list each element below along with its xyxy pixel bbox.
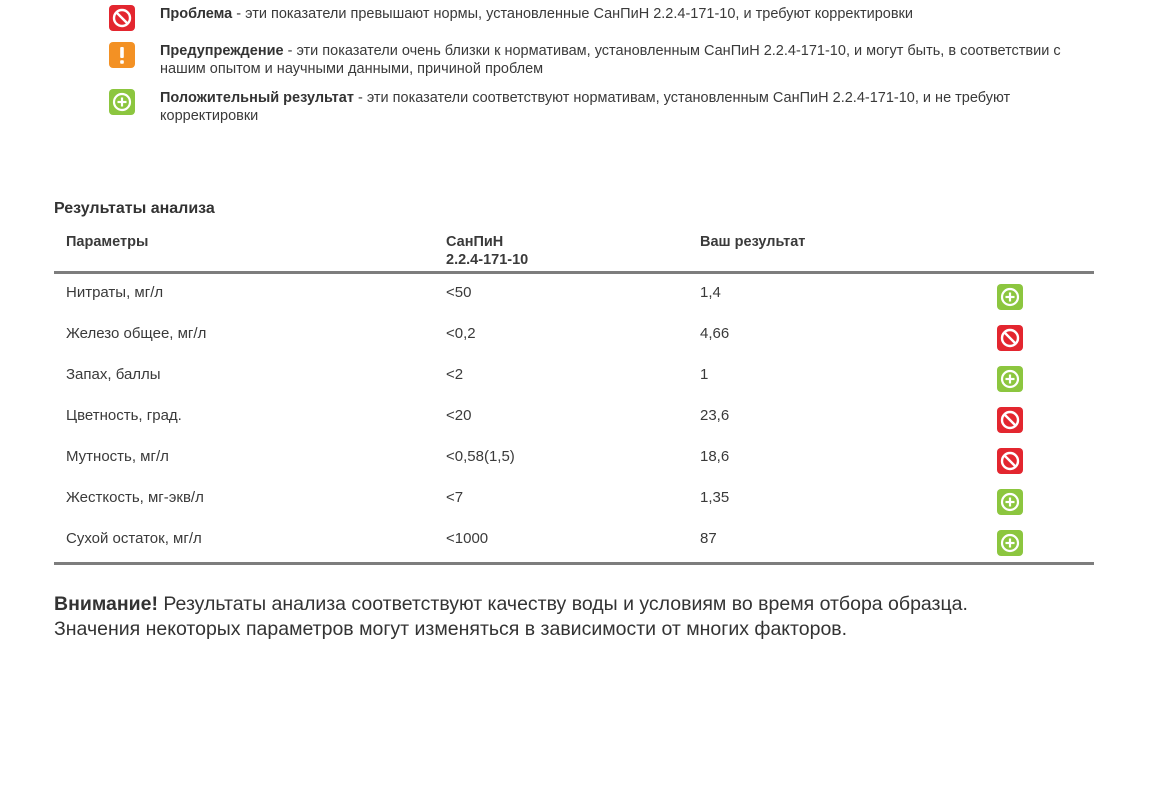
table-row: [54, 398, 1094, 439]
prohibit-icon: [997, 325, 1094, 351]
table-row: [54, 439, 1094, 480]
cell-parameter: Жесткость, мг-экв/л: [66, 489, 204, 506]
cell-result: 18,6: [700, 448, 730, 465]
cell-parameter: Цветность, град.: [66, 407, 182, 424]
cell-status: [997, 316, 1094, 351]
note-text: Результаты анализа соответствуют качеству воды и условиям во время отбора образца.: [157, 593, 968, 615]
cell-parameter: Нитраты, мг/л: [66, 284, 164, 301]
cell-norm: <7: [446, 489, 464, 506]
cell-norm: <0,2: [446, 325, 476, 342]
table-row: [54, 316, 1094, 357]
header-norm: [446, 233, 700, 271]
cell-result: 1,35: [700, 489, 730, 506]
cell-norm: <1000: [446, 530, 489, 547]
header-parameters: Параметры: [66, 234, 149, 250]
legend-item-warning: [109, 42, 1069, 78]
legend-item-positive: [109, 89, 1069, 125]
plus-circle-icon: [997, 284, 1094, 310]
cell-result: 4,66: [700, 325, 730, 342]
cell-status: [997, 521, 1094, 556]
cell-norm: <50: [446, 284, 472, 301]
note-bold: Внимание!: [54, 593, 158, 615]
cell-parameter: Запах, баллы: [66, 366, 161, 383]
legend-text: Положительный результат - эти показатели соответствуют нормативам, установленным СанПиН 2.2.4-171-10, и не требуют корректировки: [160, 90, 1011, 124]
exclamation-icon: [109, 42, 135, 68]
header-status: [997, 233, 1094, 271]
table-row: [54, 275, 1094, 316]
prohibit-icon: [997, 448, 1094, 474]
legend-text: Проблема - эти показатели превышают нормы, установленные СанПиН 2.2.4-171-10, и требуют корректировки: [160, 6, 913, 22]
note-line1: [54, 592, 1104, 617]
cell-norm: <2: [446, 366, 464, 383]
prohibit-icon: [109, 5, 135, 31]
table-row: [54, 521, 1094, 562]
plus-circle-icon: [997, 530, 1094, 556]
cell-status: [997, 480, 1094, 515]
table-row: [54, 357, 1094, 398]
cell-result: 1: [700, 366, 709, 383]
plus-circle-icon: [997, 366, 1094, 392]
table-row: [54, 480, 1094, 521]
cell-status: [997, 275, 1094, 310]
cell-parameter: Сухой остаток, мг/л: [66, 530, 202, 547]
cell-status: [997, 439, 1094, 474]
note-line2: Значения некоторых параметров могут изменяться в зависимости от многих факторов.: [54, 618, 848, 640]
cell-result: 1,4: [700, 284, 721, 301]
cell-status: [997, 357, 1094, 392]
header-result: Ваш результат: [700, 234, 806, 250]
results-title: Результаты анализа: [54, 200, 215, 217]
cell-norm: <0,58(1,5): [446, 448, 515, 465]
table-header: [54, 233, 1094, 274]
cell-result: 87: [700, 530, 717, 547]
prohibit-icon: [997, 407, 1094, 433]
header-norm-line1: СанПиН: [446, 234, 504, 250]
plus-circle-icon: [109, 89, 135, 115]
status-legend: [109, 5, 1069, 136]
results-table: [54, 233, 1094, 565]
cell-result: 23,6: [700, 407, 730, 424]
cell-parameter: Мутность, мг/л: [66, 448, 169, 465]
cell-status: [997, 398, 1094, 433]
cell-norm: <20: [446, 407, 472, 424]
header-norm-line2: 2.2.4-171-10: [446, 252, 529, 268]
legend-item-problem: [109, 5, 1069, 31]
legend-text: Предупреждение - эти показатели очень близки к нормативам, установленным СанПиН 2.2.4-171-10, и могут быть, в соответствии с нашим опытом и научными данными, причиной проблем: [160, 43, 1061, 77]
plus-circle-icon: [997, 489, 1094, 515]
cell-parameter: Железо общее, мг/л: [66, 325, 207, 342]
attention-note: [54, 592, 1104, 642]
table-body: [54, 274, 1094, 565]
